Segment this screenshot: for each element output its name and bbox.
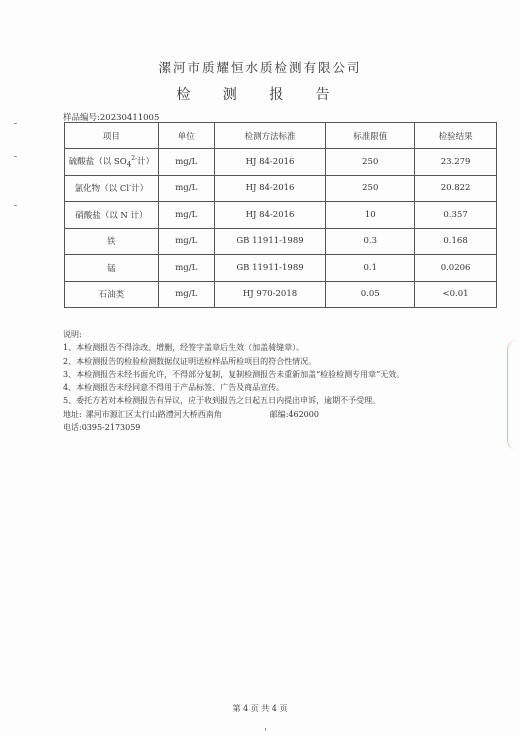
note-item: 2、本检测报告的检验检测数据仅证明送检样品所检项目的符合性情况。 <box>63 356 317 366</box>
report-title: 检 测 报 告 <box>176 87 344 103</box>
address-line <box>63 408 404 421</box>
cell-method: GB 11911-1989 <box>214 228 326 255</box>
cell-limit: 0.3 <box>326 228 415 255</box>
cell-item <box>65 149 159 176</box>
postcode-label: 邮编: <box>269 409 289 419</box>
cell-method: HJ 970-2018 <box>214 281 326 308</box>
cell-result: 0.357 <box>415 202 497 229</box>
cell-item <box>65 175 159 202</box>
sample-number: 20230411005 <box>99 113 160 123</box>
postcode-value: 462000 <box>288 409 319 419</box>
table-row <box>65 281 497 308</box>
table-row <box>65 255 497 282</box>
cell-limit: 250 <box>326 149 415 176</box>
phone-value: 0395-2173059 <box>81 423 141 433</box>
table-row <box>65 202 497 229</box>
item-post: 计） <box>137 156 155 167</box>
cell-method: HJ 84-2016 <box>214 149 326 176</box>
cell-unit: mg/L <box>158 281 214 308</box>
column-header: 单位 <box>158 123 214 149</box>
cell-result: 0.0206 <box>415 255 497 282</box>
cell-unit: mg/L <box>158 202 214 229</box>
item-post: 计） <box>131 184 149 195</box>
item-pre: 铁 <box>107 237 116 248</box>
cell-limit: 0.1 <box>326 255 415 282</box>
cell-unit: mg/L <box>158 149 214 176</box>
item-sup: - <box>129 182 132 190</box>
phone-line <box>63 421 404 434</box>
cell-unit: mg/L <box>158 255 214 282</box>
column-header: 检测方法标准 <box>214 123 326 149</box>
results-table <box>64 122 497 308</box>
item-pre: 硫酸盐（以 SO <box>68 156 127 167</box>
cell-method: HJ 84-2016 <box>214 202 326 229</box>
cell-result: 23.279 <box>415 149 497 176</box>
page-number: 第 4 页 共 4 页 <box>232 704 288 713</box>
item-sub: 4 <box>126 159 132 169</box>
cell-result: 0.168 <box>415 228 497 255</box>
notes-heading: 说明: <box>63 330 82 339</box>
address-label: 地址: <box>63 409 82 419</box>
cell-item <box>65 228 159 255</box>
cell-item <box>65 202 159 229</box>
cell-unit: mg/L <box>158 228 214 255</box>
phone-label: 电话: <box>63 423 82 433</box>
table-row <box>65 228 497 255</box>
cell-limit: 10 <box>326 202 415 229</box>
cell-result: <0.01 <box>415 281 497 308</box>
item-sup: 2- <box>131 155 138 163</box>
cell-item <box>65 255 159 282</box>
cell-item <box>65 281 159 308</box>
table-row <box>65 149 497 176</box>
note-item: 3、本检测报告未经书面允许，不得部分复制，复制检测报告未重新加盖“检验检测专用章”无效。 <box>63 369 405 379</box>
item-pre: 石油类 <box>98 290 125 301</box>
note-item: 5、委托方若对本检测报告有异议，应于收到报告之日起五日内提出申诉，逾期不予受理。 <box>63 396 381 406</box>
binding-mark <box>14 156 17 157</box>
seam-seal-stamp <box>507 340 520 450</box>
cell-unit: mg/L <box>158 175 214 202</box>
cell-method: GB 11911-1989 <box>214 255 326 282</box>
table-row <box>65 175 497 202</box>
cell-limit: 250 <box>326 175 415 202</box>
column-header: 检验结果 <box>415 123 497 149</box>
note-item: 4、本检测报告未经同意不得用于产品标签、广告及商品宣传。 <box>63 383 285 393</box>
binding-mark <box>14 123 17 124</box>
table-header-row <box>65 123 497 149</box>
notes-section <box>63 328 404 434</box>
binding-mark <box>265 728 266 731</box>
cell-limit: 0.05 <box>326 281 415 308</box>
column-header: 标准限值 <box>326 123 415 149</box>
cell-result: 20.822 <box>415 175 497 202</box>
binding-mark <box>14 205 17 206</box>
sample-number-label: 样品编号: <box>63 113 100 123</box>
company-name: 漯河市质耀恒水质检测有限公司 <box>158 60 362 75</box>
address-value: 漯河市源汇区太行山路澧河大桥西南角 <box>85 409 222 419</box>
item-pre: 锰 <box>107 263 116 274</box>
item-pre: 硝酸盐（以 N 计） <box>75 210 148 221</box>
item-pre: 氯化物（以 Cl <box>74 184 130 195</box>
note-item: 1、本检测报告不得涂改、增删，经签字盖章后生效（加盖骑缝章）。 <box>63 343 305 353</box>
column-header: 项目 <box>65 123 159 149</box>
cell-method: HJ 84-2016 <box>214 175 326 202</box>
